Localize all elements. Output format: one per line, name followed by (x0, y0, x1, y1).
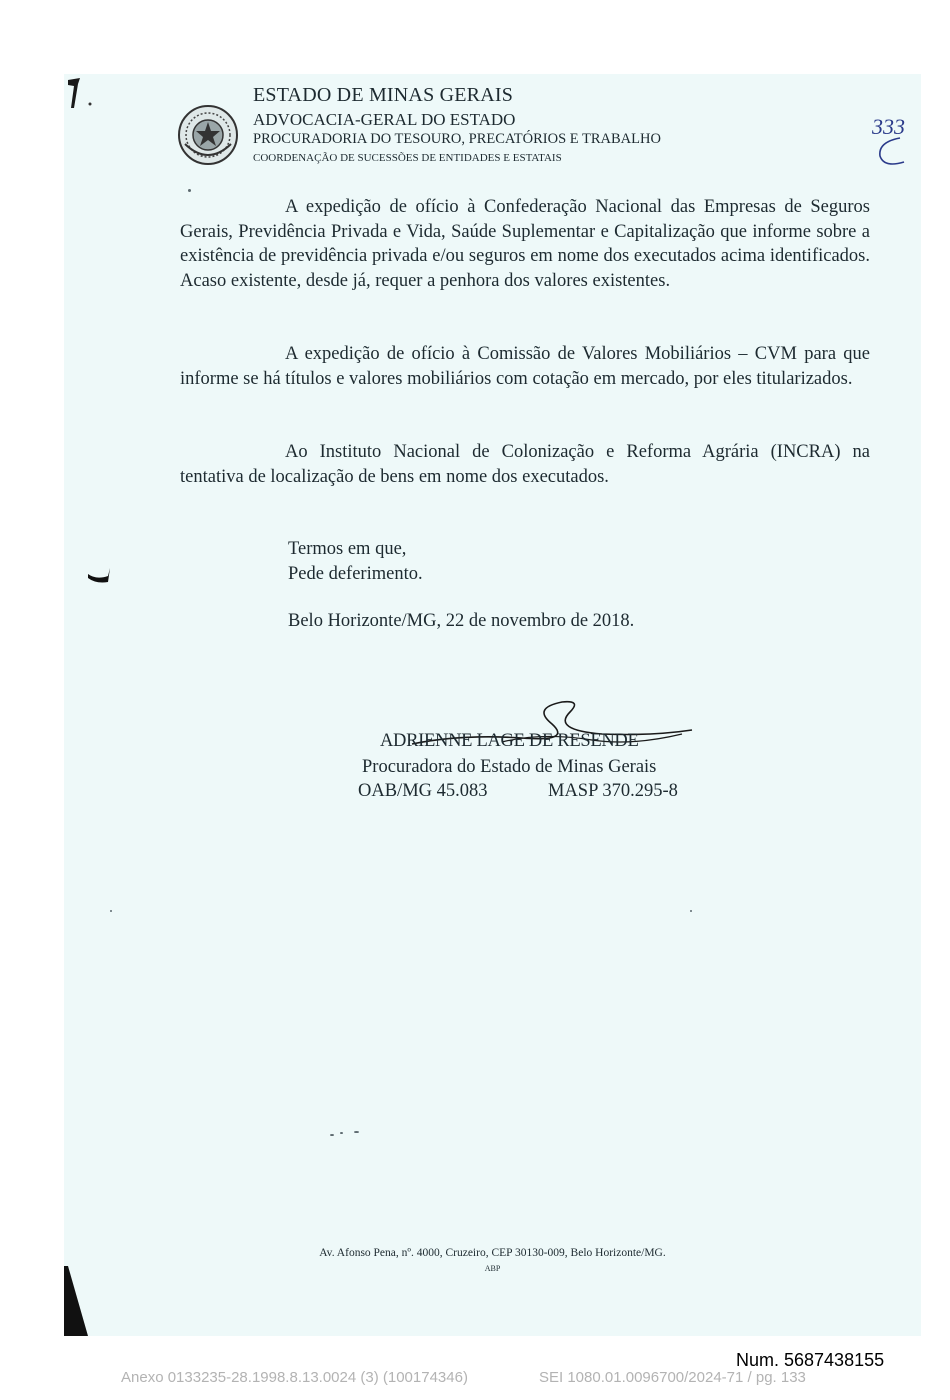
paragraph-3 (180, 440, 870, 489)
scan-speck (690, 910, 692, 912)
paragraph-2-text: A expedição de ofício à Comissão de Valores Mobiliários – CVM para que informe se há títulos e valores mobiliários com cotação em mercado, por eles titularizados. (180, 344, 870, 389)
header-coordination: COORDENAÇÃO DE SUCESSÕES DE ENTIDADES E ESTATAIS (253, 152, 562, 164)
scan-speck (330, 1134, 334, 1136)
scanned-page (64, 74, 921, 1336)
header-agency: ADVOCACIA-GERAL DO ESTADO (253, 110, 516, 129)
paragraph-3-text: Ao Instituto Nacional de Colonização e Reforma Agrária (INCRA) na tentativa de localização de bens em nome dos executados. (180, 442, 870, 487)
signatory-title: Procuradora do Estado de Minas Gerais (362, 757, 657, 777)
scan-speck (188, 189, 191, 192)
signatory-name: ADRIENNE LAGE DE RESENDE (380, 731, 639, 751)
closing-line-1: Termos em que, (288, 539, 407, 559)
handwritten-page-number (870, 112, 914, 168)
scan-speck (340, 1132, 343, 1134)
signatory-oab: OAB/MG 45.083 (358, 781, 488, 801)
header-department: PROCURADORIA DO TESOURO, PRECATÓRIOS E TRABALHO (253, 131, 661, 147)
footer-initials: ABP (484, 1264, 501, 1273)
place-date: Belo Horizonte/MG, 22 de novembro de 2018. (288, 611, 635, 631)
attachment-stamp: Anexo 0133235-28.1998.8.13.0024 (3) (100174346) (121, 1369, 468, 1386)
signatory-masp: MASP 370.295-8 (548, 781, 678, 801)
scan-artifact-mark-icon (86, 566, 112, 584)
document-number: Num. 5687438155 (736, 1350, 885, 1370)
scan-speck (110, 910, 112, 912)
scan-artifact-mark-icon (66, 76, 92, 110)
scan-speck (354, 1131, 359, 1133)
closing-line-2: Pede deferimento. (288, 564, 423, 584)
scan-artifact-mark-icon (64, 1266, 90, 1336)
coat-of-arms-icon (177, 104, 239, 166)
svg-text:333: 333 (872, 114, 905, 139)
sei-stamp: SEI 1080.01.0096700/2024-71 / pg. 133 (539, 1369, 806, 1386)
header-state: ESTADO DE MINAS GERAIS (253, 84, 514, 106)
footer-address: Av. Afonso Pena, nº. 4000, Cruzeiro, CEP 30130-009, Belo Horizonte/MG. (319, 1247, 666, 1259)
paragraph-1-text: A expedição de ofício à Confederação Nacional das Empresas de Seguros Gerais, Previdência Privada e Vida, Saúde Suplementar e Capitalização que informe sobre a existência de previdência privada e/ou seguros em nome dos executados acima identificados. Acaso existente, desde já, requer a penhora dos valores existentes. (180, 197, 870, 292)
paragraph-2 (180, 342, 870, 391)
paragraph-1 (180, 195, 870, 294)
